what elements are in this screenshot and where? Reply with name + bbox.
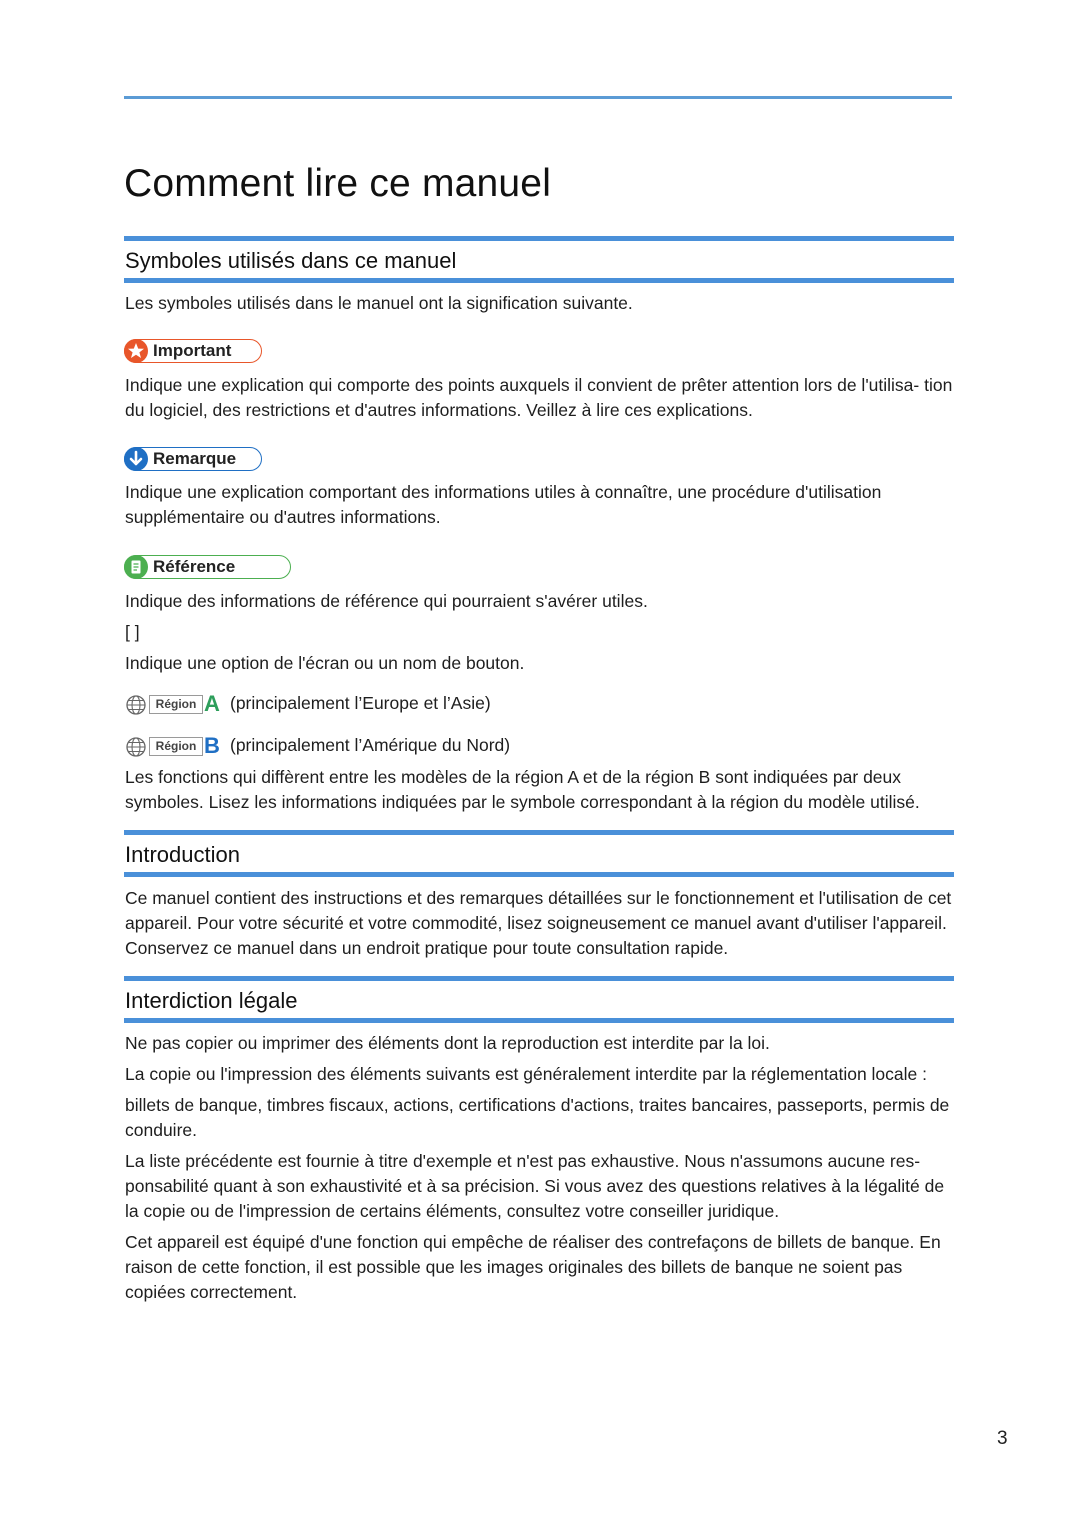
important-label: Important	[153, 341, 232, 360]
section-heading-introduction-text: Introduction	[125, 842, 240, 867]
section-heading-symbols	[124, 236, 954, 283]
region-a-tag: Région	[149, 695, 203, 714]
region-b-letter: B	[204, 733, 220, 758]
section-heading-introduction	[124, 830, 954, 877]
reference-label: Référence	[153, 557, 236, 576]
legal-paragraph-3: billets de banque, timbres fiscaux, actions, certifications d'actions, traites bancaires, passeports, permis de conduire.	[125, 1095, 950, 1140]
globe-icon	[124, 736, 148, 758]
section-heading-legal-text: Interdiction légale	[125, 988, 298, 1013]
legal-paragraph-1: Ne pas copier ou imprimer des éléments dont la reproduction est interdite par la loi.	[125, 1033, 770, 1053]
top-rule	[124, 96, 952, 99]
region-a-description: (principalement l’Europe et l’Asie)	[230, 693, 491, 713]
section-heading-symbols-text: Symboles utilisés dans ce manuel	[125, 248, 457, 273]
remarque-description: Indique une explication comportant des informations utiles à connaître, une procédure d'utilisation supplémentaire ou d'autres informations.	[125, 482, 882, 527]
important-description: Indique une explication qui comporte des points auxquels il convient de prêter attention lors de l'utilisa- tion du logiciel, des restrictions et d'autres informations. Veillez à lire ces explications.	[125, 375, 953, 420]
region-a-letter: A	[204, 691, 220, 716]
introduction-body: Ce manuel contient des instructions et des remarques détaillées sur le fonctionnement et l'utilisation de cet appareil. Pour votre sécurité et votre commodité, lisez soigneusement ce manuel avant d'utiliser l'appareil. Conservez ce manuel dans un endroit pratique pour toute consultation rapide.	[125, 888, 952, 958]
region-b-description: (principalement l’Amérique du Nord)	[230, 735, 511, 755]
legal-paragraph-2: La copie ou l'impression des éléments suivants est généralement interdite par la réglementation locale :	[125, 1064, 927, 1084]
down-arrow-icon	[124, 447, 148, 471]
section-heading-legal	[124, 976, 954, 1023]
document-icon	[124, 555, 148, 579]
region-b-tag: Région	[149, 737, 203, 756]
brackets-symbol: [ ]	[125, 622, 140, 642]
reference-description: Indique des informations de référence qui pourraient s'avérer utiles.	[125, 591, 648, 611]
important-badge	[124, 339, 262, 363]
brackets-description: Indique une option de l'écran ou un nom de bouton.	[125, 653, 525, 673]
remarque-label: Remarque	[153, 449, 237, 468]
symbols-intro: Les symboles utilisés dans le manuel ont la signification suivante.	[125, 293, 633, 313]
legal-paragraph-4: La liste précédente est fournie à titre d'exemple et n'est pas exhaustive. Nous n'assumons aucune res- ponsabilité quant à son exhaustivité et à sa précision. Si vous avez des questions relatives à la légalité de la copie ou de l'impression de certains éléments, consultez votre conseiller juridique.	[125, 1151, 945, 1221]
remarque-badge	[124, 447, 262, 471]
page-title: Comment lire ce manuel	[124, 162, 552, 205]
globe-icon	[124, 694, 148, 716]
reference-badge	[124, 555, 291, 579]
legal-paragraph-5: Cet appareil est équipé d'une fonction qui empêche de réaliser des contrefaçons de billets de banque. En raison de cette fonction, il est possible que les images originales des billets de banque ne soient pas copiées correctement.	[125, 1232, 941, 1302]
page-number: 3	[997, 1428, 1008, 1449]
region-note: Les fonctions qui diffèrent entre les modèles de la région A et de la région B sont indiquées par deux symboles. Lisez les informations indiquées par le symbole correspondant à la région du modèle utilisé.	[125, 767, 920, 812]
star-icon	[124, 339, 148, 363]
